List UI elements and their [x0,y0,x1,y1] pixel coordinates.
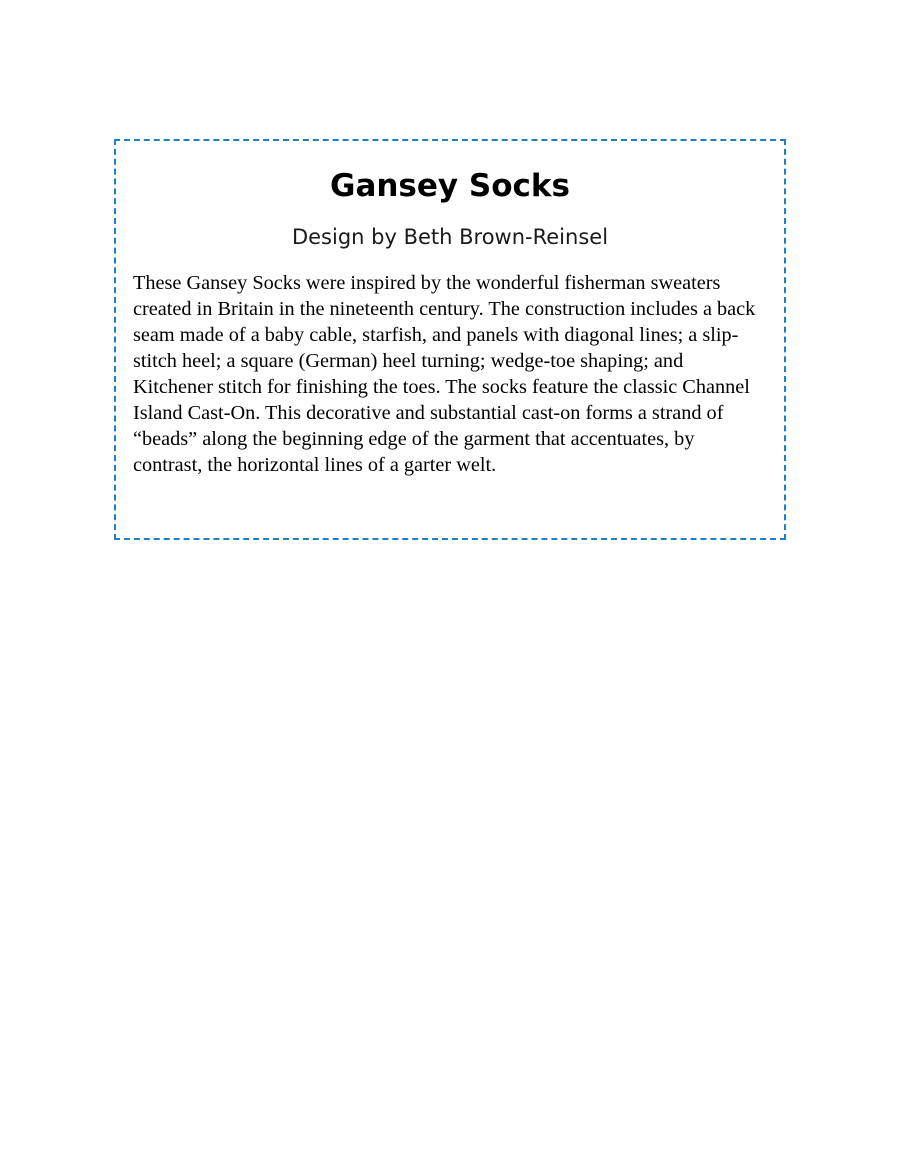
intro-box [114,139,786,540]
description-paragraph: These Gansey Socks were inspired by the wonderful fisherman sweaters created in Britain in the nineteenth century. The construction includes a back seam made of a baby cable, starfish, and panels with diagonal lines; a slip-stitch heel; a square (German) heel turning; wedge-toe shaping; and Kitchener stitch for finishing the toes. The socks feature the classic Channel Island Cast-On. This decorative and substantial cast-on forms a strand of “beads” along the beginning edge of the garment that accentuates, by contrast, the horizontal lines of a garter welt. [133,272,756,476]
designer-credit: Design by Beth Brown-Reinsel [291,225,609,249]
pattern-title: Gansey Socks [330,168,570,204]
